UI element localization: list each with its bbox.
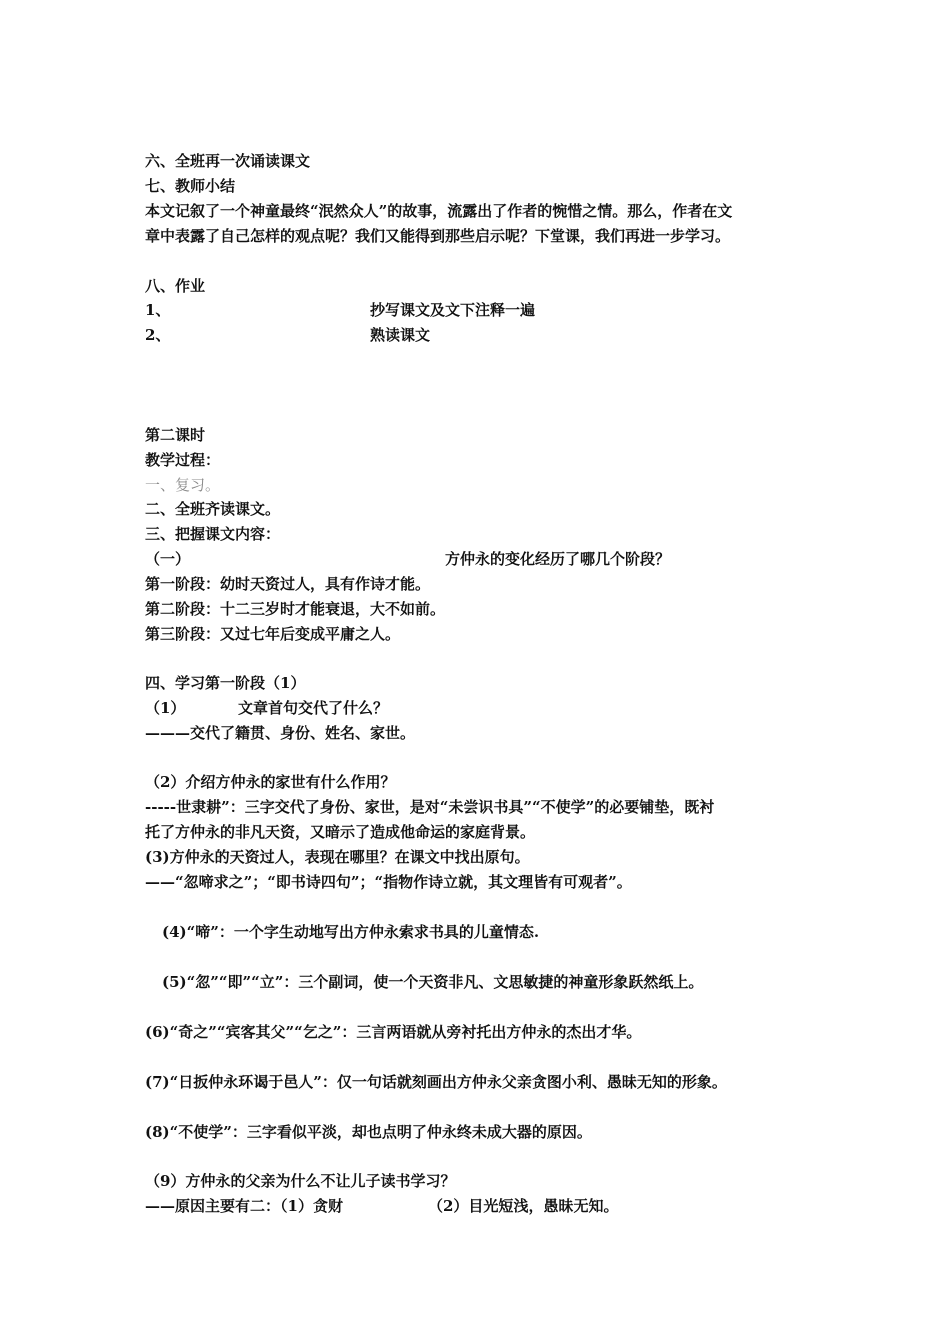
homework-item-1-text: 抄写课文及文下注释一遍 (370, 301, 536, 319)
content-grasp-step: 三、把握课文内容： (145, 525, 281, 543)
question-one-number: （一） (145, 550, 191, 568)
item-9-answer-part-2: （2）目光短浅，愚昧无知。 (428, 1197, 619, 1215)
item-9-answer (145, 1196, 619, 1216)
stage-two: 第二阶段：十二三岁时才能衰退，大不如前。 (145, 600, 446, 618)
item-5-note: (5)“忽”“即”“立”：三个副词，使一个天资非凡、文思敏捷的神童形象跃然纸上。 (162, 973, 704, 991)
item-9-answer-part-1: ——原因主要有二：（1）贪财 (145, 1197, 343, 1215)
stage-one: 第一阶段：幼时天资过人，具有作诗才能。 (145, 575, 431, 593)
item-1-answer: ———交代了籍贯、身份、姓名、家世。 (145, 724, 416, 742)
item-2-question: （2）介绍方仲永的家世有什么作用？ (145, 773, 396, 791)
review-step: 一、复习。 (145, 476, 221, 494)
homework-item-1-number: 1、 (145, 301, 171, 319)
summary-paragraph-line-2: 章中表露了自己怎样的观点呢？我们又能得到那些启示呢？下堂课，我们再进一步学习。 (145, 227, 731, 245)
teaching-process-heading: 教学过程： (145, 451, 221, 469)
homework-item-2-text: 熟读课文 (370, 326, 431, 344)
question-one (145, 549, 671, 569)
item-2-answer-line-2: 托了方仲永的非凡天资，又暗示了造成他命运的家庭背景。 (145, 823, 536, 841)
question-one-text: 方仲永的变化经历了哪几个阶段？ (445, 550, 671, 568)
section-six-heading: 六、全班再一次诵读课文 (145, 152, 311, 170)
item-7-note: (7)“日扳仲永环谒于邑人”：仅一句话就刻画出方仲永父亲贪图小利、愚昧无知的形象。 (145, 1073, 727, 1091)
second-lesson-heading: 第二课时 (145, 426, 206, 444)
item-1-question (145, 698, 389, 718)
stage-three: 第三阶段：又过七年后变成平庸之人。 (145, 625, 401, 643)
summary-paragraph-line-1: 本文记叙了一个神童最终“泯然众人”的故事，流露出了作者的惋惜之情。那么，作者在文 (145, 202, 733, 220)
item-3-answer: ——“忽啼求之”；“即书诗四句”；“指物作诗立就，其文理皆有可观者”。 (145, 873, 632, 891)
item-4-note: (4)“啼”：一个字生动地写出方仲永索求书具的儿童情态. (162, 923, 540, 941)
homework-item-2-number: 2、 (145, 326, 171, 344)
item-6-note: (6)“奇之”“宾客其父”“乞之”：三言两语就从旁衬托出方仲永的杰出才华。 (145, 1023, 642, 1041)
item-1-number: （1） (145, 699, 186, 717)
read-aloud-step: 二、全班齐读课文。 (145, 500, 281, 518)
item-1-text: 文章首句交代了什么？ (238, 699, 389, 717)
homework-item-1 (145, 300, 536, 320)
item-9-question: （9）方仲永的父亲为什么不让儿子读书学习？ (145, 1172, 456, 1190)
homework-item-2 (145, 325, 431, 345)
section-seven-heading: 七、教师小结 (145, 177, 236, 195)
item-8-note: (8)“不使学”：三字看似平淡，却也点明了仲永终未成大器的原因。 (145, 1123, 592, 1141)
item-2-answer-line-1: -----世隶耕”：三字交代了身份、家世，是对“未尝识书具”“不使学”的必要铺垫，既衬 (145, 798, 715, 816)
section-four-heading: 四、学习第一阶段（1） (145, 674, 306, 692)
item-3-question: (3)方仲永的天资过人，表现在哪里？在课文中找出原句。 (145, 848, 530, 866)
section-eight-heading: 八、作业 (145, 277, 206, 295)
